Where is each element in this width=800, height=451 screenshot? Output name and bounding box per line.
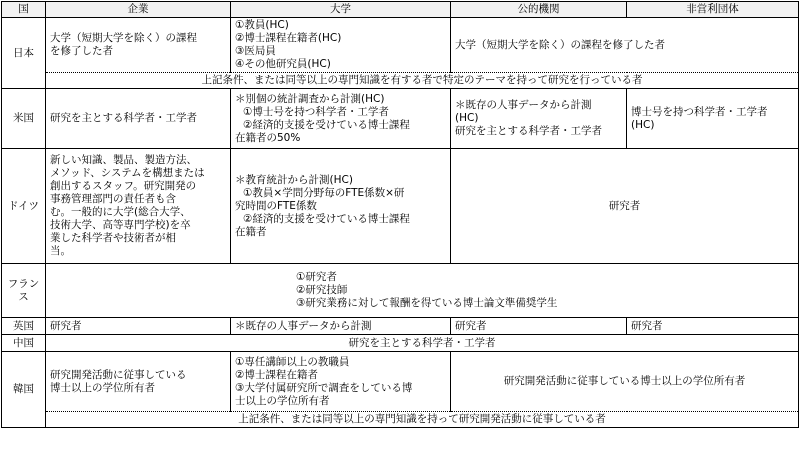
- korea-univ-line: 士以上の学位所有者: [235, 394, 330, 407]
- korea-univ-line: ①専任講師以上の教職員: [235, 355, 350, 368]
- germany-corp-line: 業した科学者や技術者が相: [50, 232, 176, 244]
- germany-country: ドイツ: [2, 149, 46, 264]
- header-public: 公的機関: [451, 2, 627, 18]
- germany-corp-line: 事務管理部門の責任者も含: [50, 193, 176, 205]
- germany-univ-line: 究時間のFTE係数: [235, 199, 317, 212]
- korea-row: [2, 352, 799, 412]
- france-row: [2, 264, 799, 318]
- korea-footer-row: [2, 412, 799, 428]
- header-country: 国: [2, 2, 46, 18]
- france-country: フランス: [2, 264, 46, 318]
- germany-corp-line: 新しい知識、製品、製造方法、: [50, 154, 197, 166]
- uk-row: [2, 318, 799, 335]
- germany-corp-line: メソッド、システムを構想または: [50, 167, 205, 179]
- france-all-line: ③研究業務に対して報酬を得ている博士論文準備奨学生: [296, 297, 558, 309]
- japan-country: 日本: [2, 18, 46, 89]
- uk-npo: 研究者: [627, 318, 799, 335]
- japan-univ: [231, 18, 451, 73]
- usa-public-line: ＊既存の人事データから計測: [455, 99, 592, 111]
- china-country: 中国: [2, 335, 46, 352]
- uk-corp: 研究者: [46, 318, 231, 335]
- usa-public-line: 研究を主とする科学者・工学者: [455, 125, 602, 137]
- uk-country: 英国: [2, 318, 46, 335]
- usa-univ-line: ＊別個の統計調査から計測(HC): [235, 92, 385, 105]
- japan-univ-line: ②博士課程在籍者(HC): [235, 32, 342, 44]
- japan-univ-line: ③医局員: [235, 45, 276, 57]
- germany-corp-line: 技術大学、高等専門学校)を卒: [50, 219, 191, 231]
- france-all: [46, 264, 799, 318]
- germany-univ-line: ①教員×学問分野毎のFTE係数×研: [243, 186, 405, 199]
- usa-univ: [231, 89, 451, 149]
- japan-public-npo: 大学（短期大学を除く）の課程を修了した者: [451, 18, 799, 73]
- researcher-definition-table: [1, 1, 799, 428]
- usa-univ-line: ②経済的支援を受けている博士課程: [243, 118, 410, 131]
- japan-univ-line: ①教員(HC): [235, 19, 289, 31]
- korea-corp: [46, 352, 231, 412]
- usa-univ-line: 在籍者の50%: [235, 131, 301, 144]
- usa-country: 米国: [2, 89, 46, 149]
- header-row: [2, 2, 799, 18]
- germany-univ-line: ②経済的支援を受けている博士課程: [243, 212, 410, 225]
- japan-row: [2, 18, 799, 73]
- germany-public-npo: 研究者: [451, 149, 799, 264]
- japan-corp-line: を修了した者: [50, 45, 113, 57]
- uk-public: 研究者: [451, 318, 627, 335]
- korea-country: 韓国: [2, 352, 46, 428]
- france-all-line: ①研究者: [296, 271, 337, 283]
- germany-univ: [231, 149, 451, 264]
- germany-univ-line: ＊教育統計から計測(HC): [235, 173, 353, 186]
- usa-public-line: (HC): [455, 112, 479, 124]
- uk-univ: ＊既存の人事データから計測: [231, 318, 451, 335]
- japan-corp-line: 大学（短期大学を除く）の課程: [50, 32, 197, 44]
- france-all-line: ②研究技師: [296, 284, 348, 296]
- korea-univ: [231, 352, 451, 412]
- usa-npo-line: 博士号を持つ科学者・工学者: [631, 105, 768, 118]
- korea-corp-line: 研究開発活動に従事している: [50, 368, 187, 381]
- korea-univ-line: ②博士課程在籍者: [235, 368, 318, 381]
- usa-univ-line: ①博士号を持つ科学者・工学者: [243, 105, 389, 118]
- china-row: [2, 335, 799, 352]
- korea-public-npo: 研究開発活動に従事している博士以上の学位所有者: [451, 352, 799, 412]
- japan-footer: 上記条件、または同等以上の専門知識を有する者で特定のテーマを持って研究を行っている者: [46, 73, 799, 89]
- korea-footer: 上記条件、または同等以上の専門知識を持って研究開発活動に従事している者: [46, 412, 799, 428]
- usa-corp: 研究を主とする科学者・工学者: [46, 89, 231, 149]
- germany-corp-line: 当。: [50, 245, 71, 257]
- germany-corp-line: む。一般的に大学(総合大学、: [50, 206, 191, 218]
- japan-corp: [46, 18, 231, 73]
- china-all: 研究を主とする科学者・工学者: [46, 335, 799, 352]
- header-npo: 非営利団体: [627, 2, 799, 18]
- germany-univ-line: 在籍者: [235, 225, 267, 238]
- usa-npo: [627, 89, 799, 149]
- korea-corp-line: 博士以上の学位所有者: [50, 381, 155, 394]
- germany-corp: [46, 149, 231, 264]
- header-univ: 大学: [231, 2, 451, 18]
- germany-corp-line: 創出するスタッフ。研究開発の: [50, 180, 197, 192]
- usa-row: [2, 89, 799, 149]
- japan-footer-row: [2, 73, 799, 89]
- japan-univ-line: ④その他研究員(HC): [235, 58, 331, 70]
- usa-npo-line: (HC): [631, 118, 655, 131]
- header-corp: 企業: [46, 2, 231, 18]
- germany-row: [2, 149, 799, 264]
- usa-public: [451, 89, 627, 149]
- korea-univ-line: ③大学付属研究所で調査をしている博: [235, 381, 413, 394]
